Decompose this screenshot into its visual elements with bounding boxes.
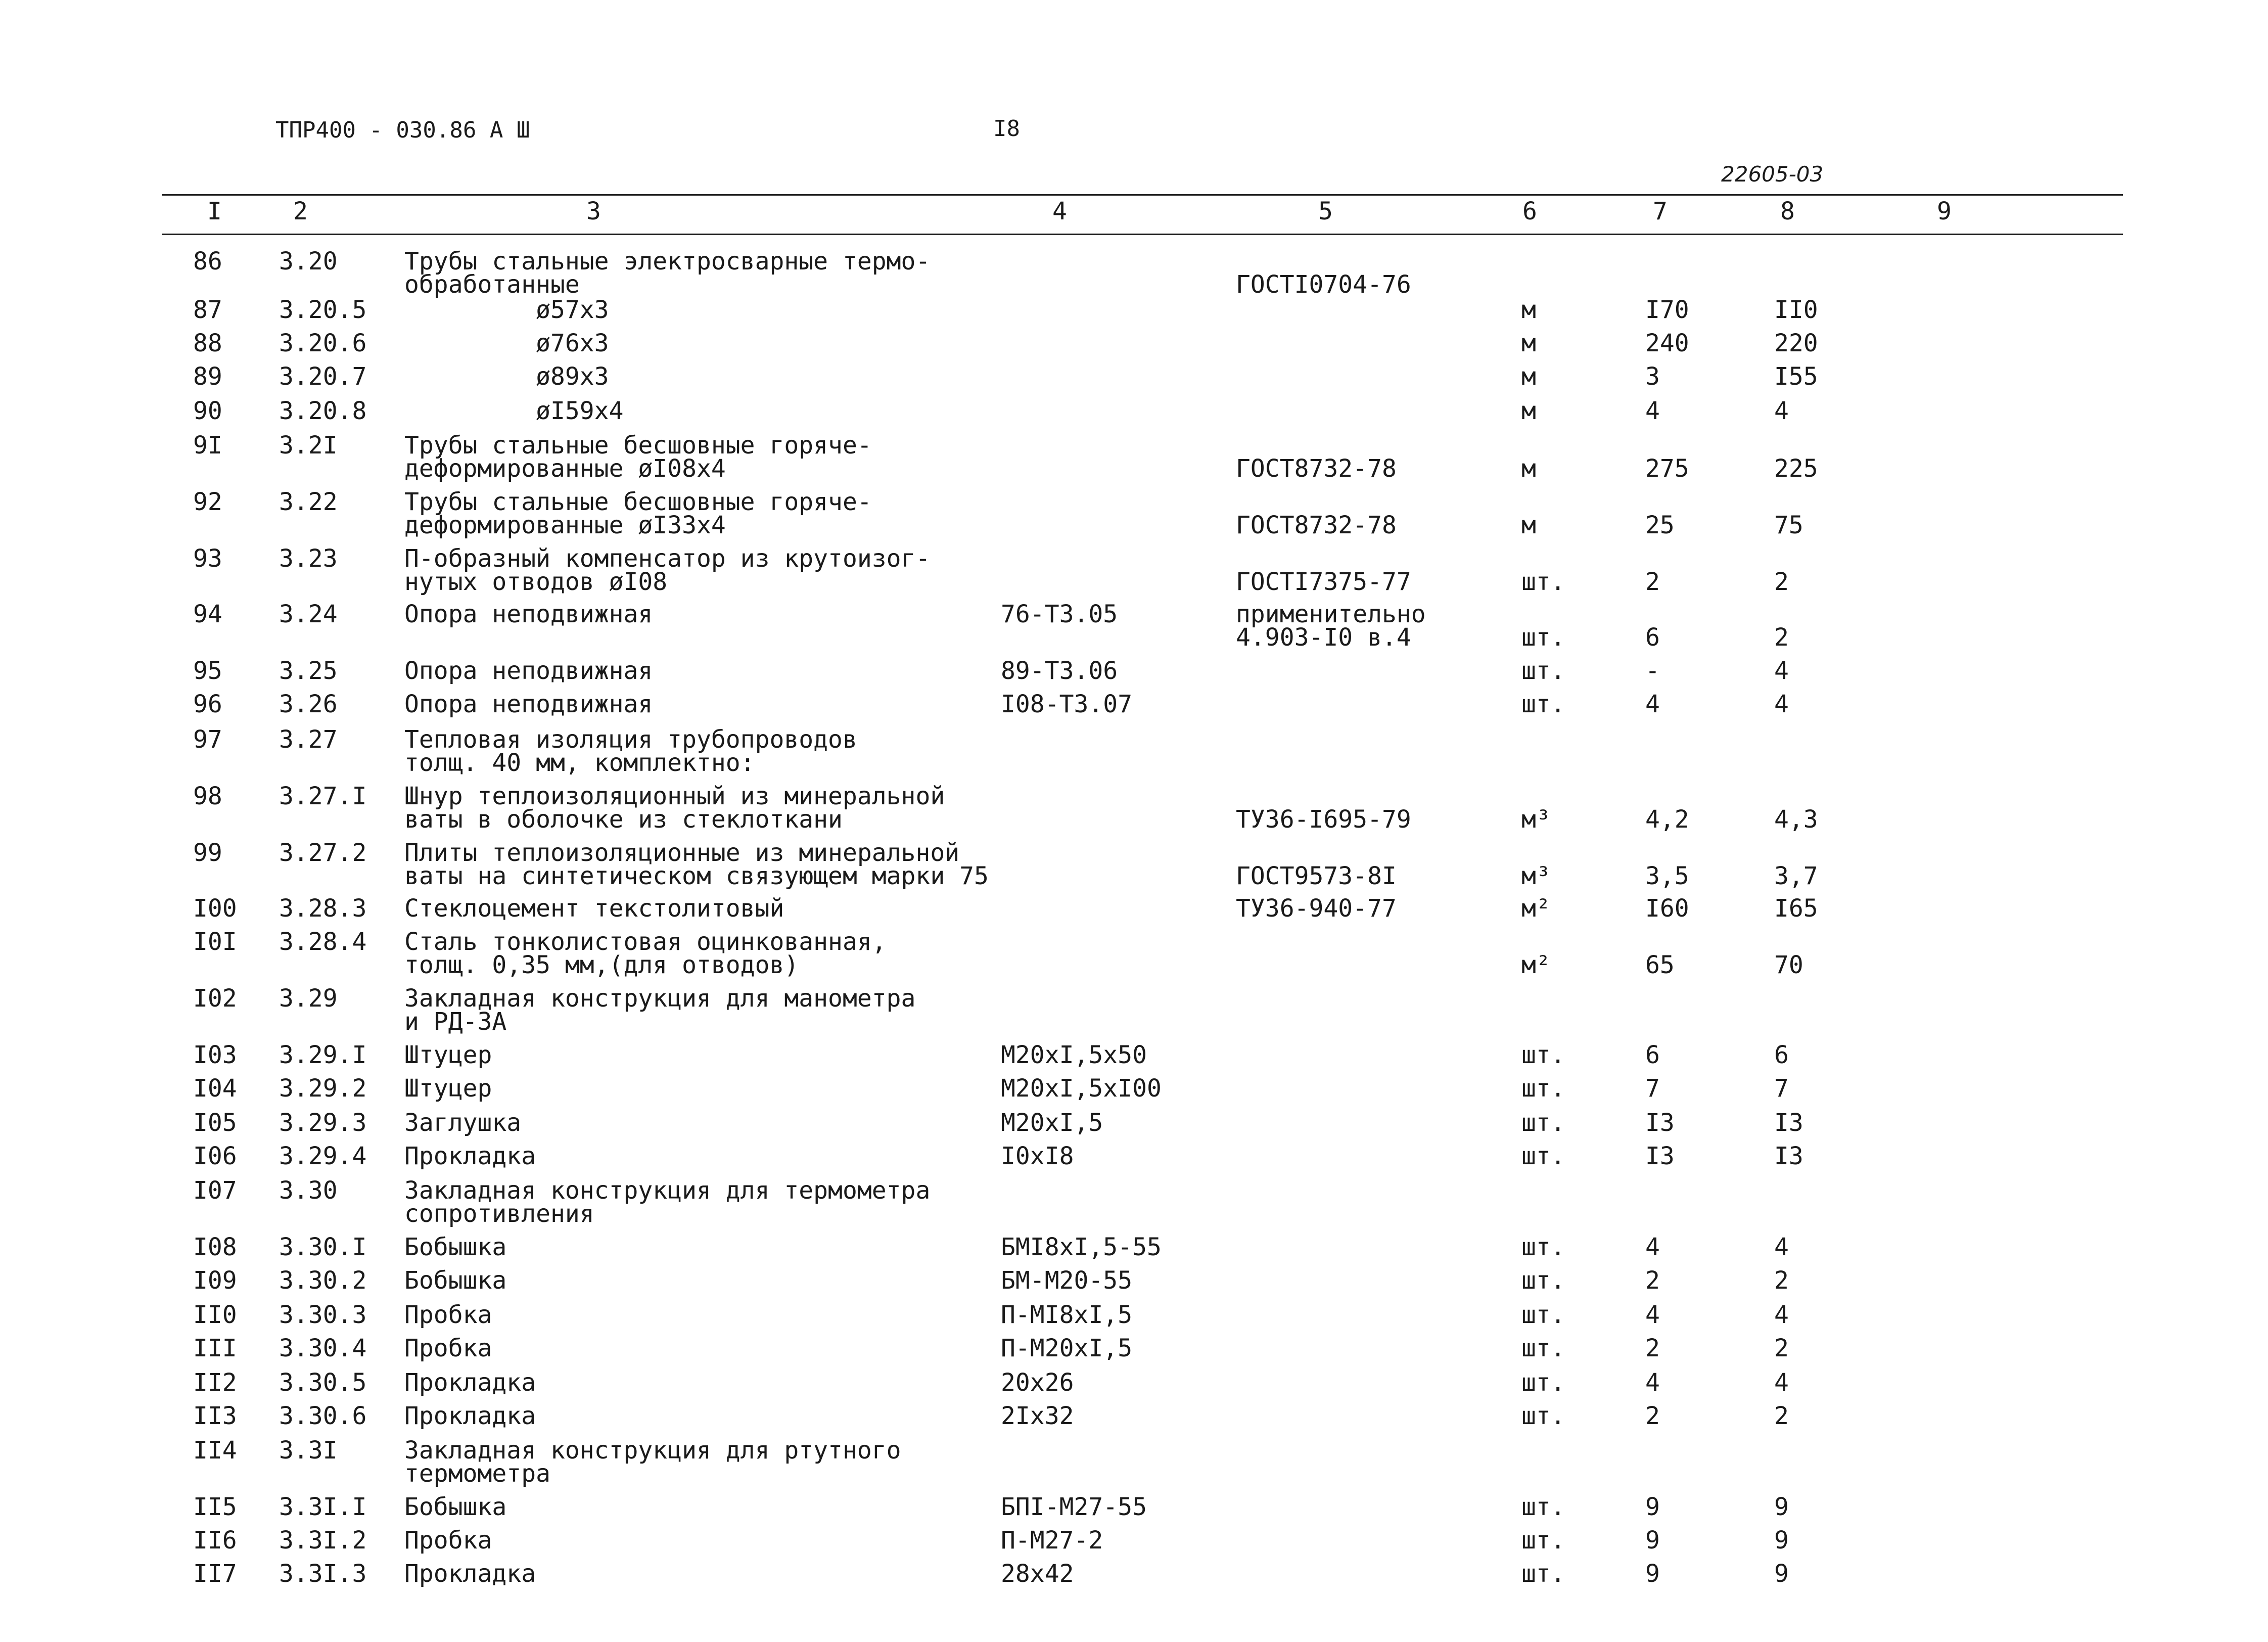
quantity-2: 2 — [1774, 623, 1789, 652]
unit: шт. — [1521, 1526, 1565, 1555]
position-code: 3.30.3 — [279, 1301, 367, 1329]
item-name: Штуцер — [404, 1041, 492, 1069]
quantity-1: 3,5 — [1645, 862, 1689, 890]
standard-ref: ГОСТI0704-76 — [1236, 270, 1411, 299]
table-header-rule — [162, 234, 2123, 235]
row-number: 97 — [193, 725, 222, 754]
quantity-2: 2 — [1774, 568, 1789, 596]
unit: шт. — [1521, 1560, 1565, 1588]
quantity-2: I65 — [1774, 894, 1818, 923]
position-code: 3.23 — [279, 544, 338, 573]
position-code: 3.20.8 — [279, 397, 367, 425]
quantity-2: 2 — [1774, 1334, 1789, 1362]
item-name: Закладная конструкция для термометра сопротивления — [404, 1176, 931, 1228]
item-name: Закладная конструкция для ртутного термометра — [404, 1436, 901, 1488]
position-code: 3.30.I — [279, 1233, 367, 1261]
row-number: I05 — [193, 1109, 237, 1137]
quantity-2: 9 — [1774, 1493, 1789, 1521]
position-code: 3.29.I — [279, 1041, 367, 1069]
position-code: 3.3I.I — [279, 1493, 367, 1521]
unit: м³ — [1521, 805, 1551, 834]
unit: шт. — [1521, 623, 1565, 652]
row-number: II3 — [193, 1402, 237, 1430]
document-code: ТПР400 - 030.86 А Ш — [275, 117, 530, 143]
column-header-2: 2 — [293, 197, 308, 225]
item-mark: 28x42 — [1001, 1560, 1074, 1588]
quantity-2: I3 — [1774, 1142, 1803, 1170]
item-name: ø89x3 — [404, 362, 609, 391]
unit: шт. — [1521, 1493, 1565, 1521]
column-header-6: 6 — [1522, 197, 1537, 225]
quantity-1: I60 — [1645, 894, 1689, 923]
item-name: П-образный компенсатор из крутоизог- нутых отводов øI08 — [404, 544, 931, 596]
item-mark: I0xI8 — [1001, 1142, 1074, 1170]
position-code: 3.30.5 — [279, 1369, 367, 1397]
item-name: Пробка — [404, 1301, 492, 1329]
unit: м — [1521, 511, 1536, 539]
row-number: I06 — [193, 1142, 237, 1170]
quantity-1: 2 — [1645, 1266, 1660, 1295]
quantity-1: I3 — [1645, 1142, 1675, 1170]
quantity-1: 2 — [1645, 1402, 1660, 1430]
column-header-3: 3 — [586, 197, 601, 225]
row-number: I09 — [193, 1266, 237, 1295]
position-code: 3.30.6 — [279, 1402, 367, 1430]
item-mark: 89-Т3.06 — [1001, 657, 1118, 685]
unit: м — [1521, 329, 1536, 357]
position-code: 3.24 — [279, 600, 338, 628]
standard-ref: ТУ36-940-77 — [1236, 894, 1397, 923]
quantity-2: 225 — [1774, 454, 1818, 483]
item-name: øI59x4 — [404, 397, 624, 425]
row-number: II5 — [193, 1493, 237, 1521]
item-mark: 76-Т3.05 — [1001, 600, 1118, 628]
item-name: Трубы стальные бесшовные горяче- деформированные øI33x4 — [404, 488, 872, 539]
row-number: 94 — [193, 600, 222, 628]
position-code: 3.27.2 — [279, 839, 367, 867]
item-name: Штуцер — [404, 1074, 492, 1103]
quantity-1: 240 — [1645, 329, 1689, 357]
position-code: 3.30 — [279, 1176, 338, 1205]
handwritten-stamp: 22605-03 — [1721, 162, 1824, 187]
unit: шт. — [1521, 1142, 1565, 1170]
row-number: 95 — [193, 657, 222, 685]
position-code: 3.20 — [279, 247, 338, 276]
quantity-2: 6 — [1774, 1041, 1789, 1069]
unit: шт. — [1521, 1334, 1565, 1362]
item-name: ø76x3 — [404, 329, 609, 357]
quantity-2: I55 — [1774, 362, 1818, 391]
unit: шт. — [1521, 568, 1565, 596]
row-number: I00 — [193, 894, 237, 923]
quantity-2: 2 — [1774, 1266, 1789, 1295]
row-number: II0 — [193, 1301, 237, 1329]
item-name: Тепловая изоляция трубопроводов толщ. 40 мм, комплектно: — [404, 725, 857, 777]
position-code: 3.30.4 — [279, 1334, 367, 1362]
item-mark: П-М20xI,5 — [1001, 1334, 1133, 1362]
unit: м³ — [1521, 862, 1551, 890]
quantity-1: 9 — [1645, 1493, 1660, 1521]
position-code: 3.3I — [279, 1436, 338, 1465]
position-code: 3.25 — [279, 657, 338, 685]
position-code: 3.26 — [279, 690, 338, 718]
table-top-rule — [162, 194, 2123, 196]
position-code: 3.3I.3 — [279, 1560, 367, 1588]
unit: шт. — [1521, 1233, 1565, 1261]
item-name: Сталь тонколистовая оцинкованная, толщ. 0,35 мм,(для отводов) — [404, 928, 887, 979]
item-mark: I08-Т3.07 — [1001, 690, 1133, 718]
item-mark: БПI-М27-55 — [1001, 1493, 1147, 1521]
position-code: 3.22 — [279, 488, 338, 516]
item-name: Бобышка — [404, 1233, 507, 1261]
row-number: I04 — [193, 1074, 237, 1103]
standard-ref: ГОСТI7375-77 — [1236, 568, 1411, 596]
item-mark: 20x26 — [1001, 1369, 1074, 1397]
unit: м — [1521, 362, 1536, 391]
quantity-2: 4 — [1774, 657, 1789, 685]
quantity-1: 4 — [1645, 1233, 1660, 1261]
unit: шт. — [1521, 1074, 1565, 1103]
item-mark: М20xI,5xI00 — [1001, 1074, 1162, 1103]
item-name: Трубы стальные бесшовные горяче- деформированные øI08x4 — [404, 431, 872, 483]
unit: шт. — [1521, 657, 1565, 685]
quantity-1: 4,2 — [1645, 805, 1689, 834]
position-code: 3.28.4 — [279, 928, 367, 956]
unit: шт. — [1521, 690, 1565, 718]
row-number: 96 — [193, 690, 222, 718]
unit: м — [1521, 397, 1536, 425]
row-number: II4 — [193, 1436, 237, 1465]
row-number: 90 — [193, 397, 222, 425]
item-name: Опора неподвижная — [404, 600, 653, 628]
position-code: 3.29.4 — [279, 1142, 367, 1170]
unit: шт. — [1521, 1041, 1565, 1069]
item-name: Прокладка — [404, 1402, 536, 1430]
row-number: 93 — [193, 544, 222, 573]
quantity-2: 4 — [1774, 397, 1789, 425]
row-number: 9I — [193, 431, 222, 460]
position-code: 3.30.2 — [279, 1266, 367, 1295]
item-name: Прокладка — [404, 1142, 536, 1170]
column-header-5: 5 — [1318, 197, 1333, 225]
item-name: ø57x3 — [404, 296, 609, 324]
row-number: 89 — [193, 362, 222, 391]
row-number: I07 — [193, 1176, 237, 1205]
item-name: Бобышка — [404, 1493, 507, 1521]
standard-ref: ГОСТ8732-78 — [1236, 511, 1397, 539]
position-code: 3.29.3 — [279, 1109, 367, 1137]
item-mark: П-МI8xI,5 — [1001, 1301, 1133, 1329]
row-number: I08 — [193, 1233, 237, 1261]
row-number: 92 — [193, 488, 222, 516]
item-name: Пробка — [404, 1334, 492, 1362]
row-number: III — [193, 1334, 237, 1362]
quantity-2: II0 — [1774, 296, 1818, 324]
row-number: I0I — [193, 928, 237, 956]
quantity-2: 4 — [1774, 1233, 1789, 1261]
position-code: 3.29 — [279, 984, 338, 1013]
row-number: II2 — [193, 1369, 237, 1397]
position-code: 3.27.I — [279, 782, 367, 810]
quantity-2: 2 — [1774, 1402, 1789, 1430]
quantity-2: 3,7 — [1774, 862, 1818, 890]
item-mark: П-М27-2 — [1001, 1526, 1103, 1555]
unit: шт. — [1521, 1109, 1565, 1137]
standard-ref: ТУ36-I695-79 — [1236, 805, 1411, 834]
row-number: I02 — [193, 984, 237, 1013]
row-number: II7 — [193, 1560, 237, 1588]
item-mark: М20xI,5 — [1001, 1109, 1103, 1137]
row-number: 99 — [193, 839, 222, 867]
quantity-1: 6 — [1645, 1041, 1660, 1069]
quantity-2: 7 — [1774, 1074, 1789, 1103]
item-name: Прокладка — [404, 1369, 536, 1397]
quantity-1: - — [1645, 657, 1660, 685]
unit: м — [1521, 454, 1536, 483]
position-code: 3.20.7 — [279, 362, 367, 391]
unit: шт. — [1521, 1402, 1565, 1430]
row-number: II6 — [193, 1526, 237, 1555]
page-number: I8 — [993, 116, 1020, 142]
item-name: Плиты теплоизоляционные из минеральной ваты на синтетическом связующем марки 75 — [404, 839, 989, 890]
unit: шт. — [1521, 1301, 1565, 1329]
quantity-1: 275 — [1645, 454, 1689, 483]
row-number: 87 — [193, 296, 222, 324]
quantity-1: 4 — [1645, 1301, 1660, 1329]
quantity-2: 220 — [1774, 329, 1818, 357]
quantity-1: 2 — [1645, 568, 1660, 596]
quantity-1: I3 — [1645, 1109, 1675, 1137]
quantity-2: 4 — [1774, 1301, 1789, 1329]
quantity-2: 4,3 — [1774, 805, 1818, 834]
item-name: Закладная конструкция для манометра и РД-3А — [404, 984, 916, 1036]
column-header-4: 4 — [1052, 197, 1067, 225]
column-header-7: 7 — [1653, 197, 1668, 225]
row-number: I03 — [193, 1041, 237, 1069]
quantity-1: 3 — [1645, 362, 1660, 391]
item-mark: М20xI,5x50 — [1001, 1041, 1147, 1069]
item-name: Стеклоцемент текстолитовый — [404, 894, 784, 923]
item-name: Заглушка — [404, 1109, 522, 1137]
position-code: 3.27 — [279, 725, 338, 754]
position-code: 3.3I.2 — [279, 1526, 367, 1555]
item-mark: 2Ix32 — [1001, 1402, 1074, 1430]
position-code: 3.28.3 — [279, 894, 367, 923]
item-name: Бобышка — [404, 1266, 507, 1295]
position-code: 3.20.6 — [279, 329, 367, 357]
quantity-2: 9 — [1774, 1526, 1789, 1555]
quantity-2: 4 — [1774, 1369, 1789, 1397]
standard-ref: применительно 4.903-I0 в.4 — [1236, 600, 1426, 652]
quantity-2: 4 — [1774, 690, 1789, 718]
quantity-1: I70 — [1645, 296, 1689, 324]
position-code: 3.29.2 — [279, 1074, 367, 1103]
quantity-1: 7 — [1645, 1074, 1660, 1103]
item-name: Опора неподвижная — [404, 657, 653, 685]
column-header-8: 8 — [1780, 197, 1795, 225]
row-number: 88 — [193, 329, 222, 357]
quantity-1: 4 — [1645, 1369, 1660, 1397]
standard-ref: ГОСТ9573-8I — [1236, 862, 1397, 890]
row-number: 98 — [193, 782, 222, 810]
quantity-2: 9 — [1774, 1560, 1789, 1588]
quantity-1: 6 — [1645, 623, 1660, 652]
quantity-2: 75 — [1774, 511, 1803, 539]
quantity-1: 4 — [1645, 690, 1660, 718]
quantity-2: 70 — [1774, 951, 1803, 979]
item-name: Опора неподвижная — [404, 690, 653, 718]
item-name: Прокладка — [404, 1560, 536, 1588]
unit: шт. — [1521, 1266, 1565, 1295]
item-name: Шнур теплоизоляционный из минеральной ваты в оболочке из стеклоткани — [404, 782, 945, 834]
column-header-9: 9 — [1937, 197, 1952, 225]
standard-ref: ГОСТ8732-78 — [1236, 454, 1397, 483]
quantity-1: 25 — [1645, 511, 1675, 539]
unit: м² — [1521, 951, 1551, 979]
column-header-1: I — [207, 197, 222, 225]
row-number: 86 — [193, 247, 222, 276]
position-code: 3.2I — [279, 431, 338, 460]
item-name: Трубы стальные электросварные термо- обработанные — [404, 247, 931, 299]
item-name: Пробка — [404, 1526, 492, 1555]
unit: м² — [1521, 894, 1551, 923]
item-mark: БМI8xI,5-55 — [1001, 1233, 1162, 1261]
quantity-2: I3 — [1774, 1109, 1803, 1137]
quantity-1: 9 — [1645, 1526, 1660, 1555]
position-code: 3.20.5 — [279, 296, 367, 324]
quantity-1: 65 — [1645, 951, 1675, 979]
quantity-1: 9 — [1645, 1560, 1660, 1588]
quantity-1: 2 — [1645, 1334, 1660, 1362]
unit: шт. — [1521, 1369, 1565, 1397]
unit: м — [1521, 296, 1536, 324]
item-mark: БМ-М20-55 — [1001, 1266, 1133, 1295]
quantity-1: 4 — [1645, 397, 1660, 425]
